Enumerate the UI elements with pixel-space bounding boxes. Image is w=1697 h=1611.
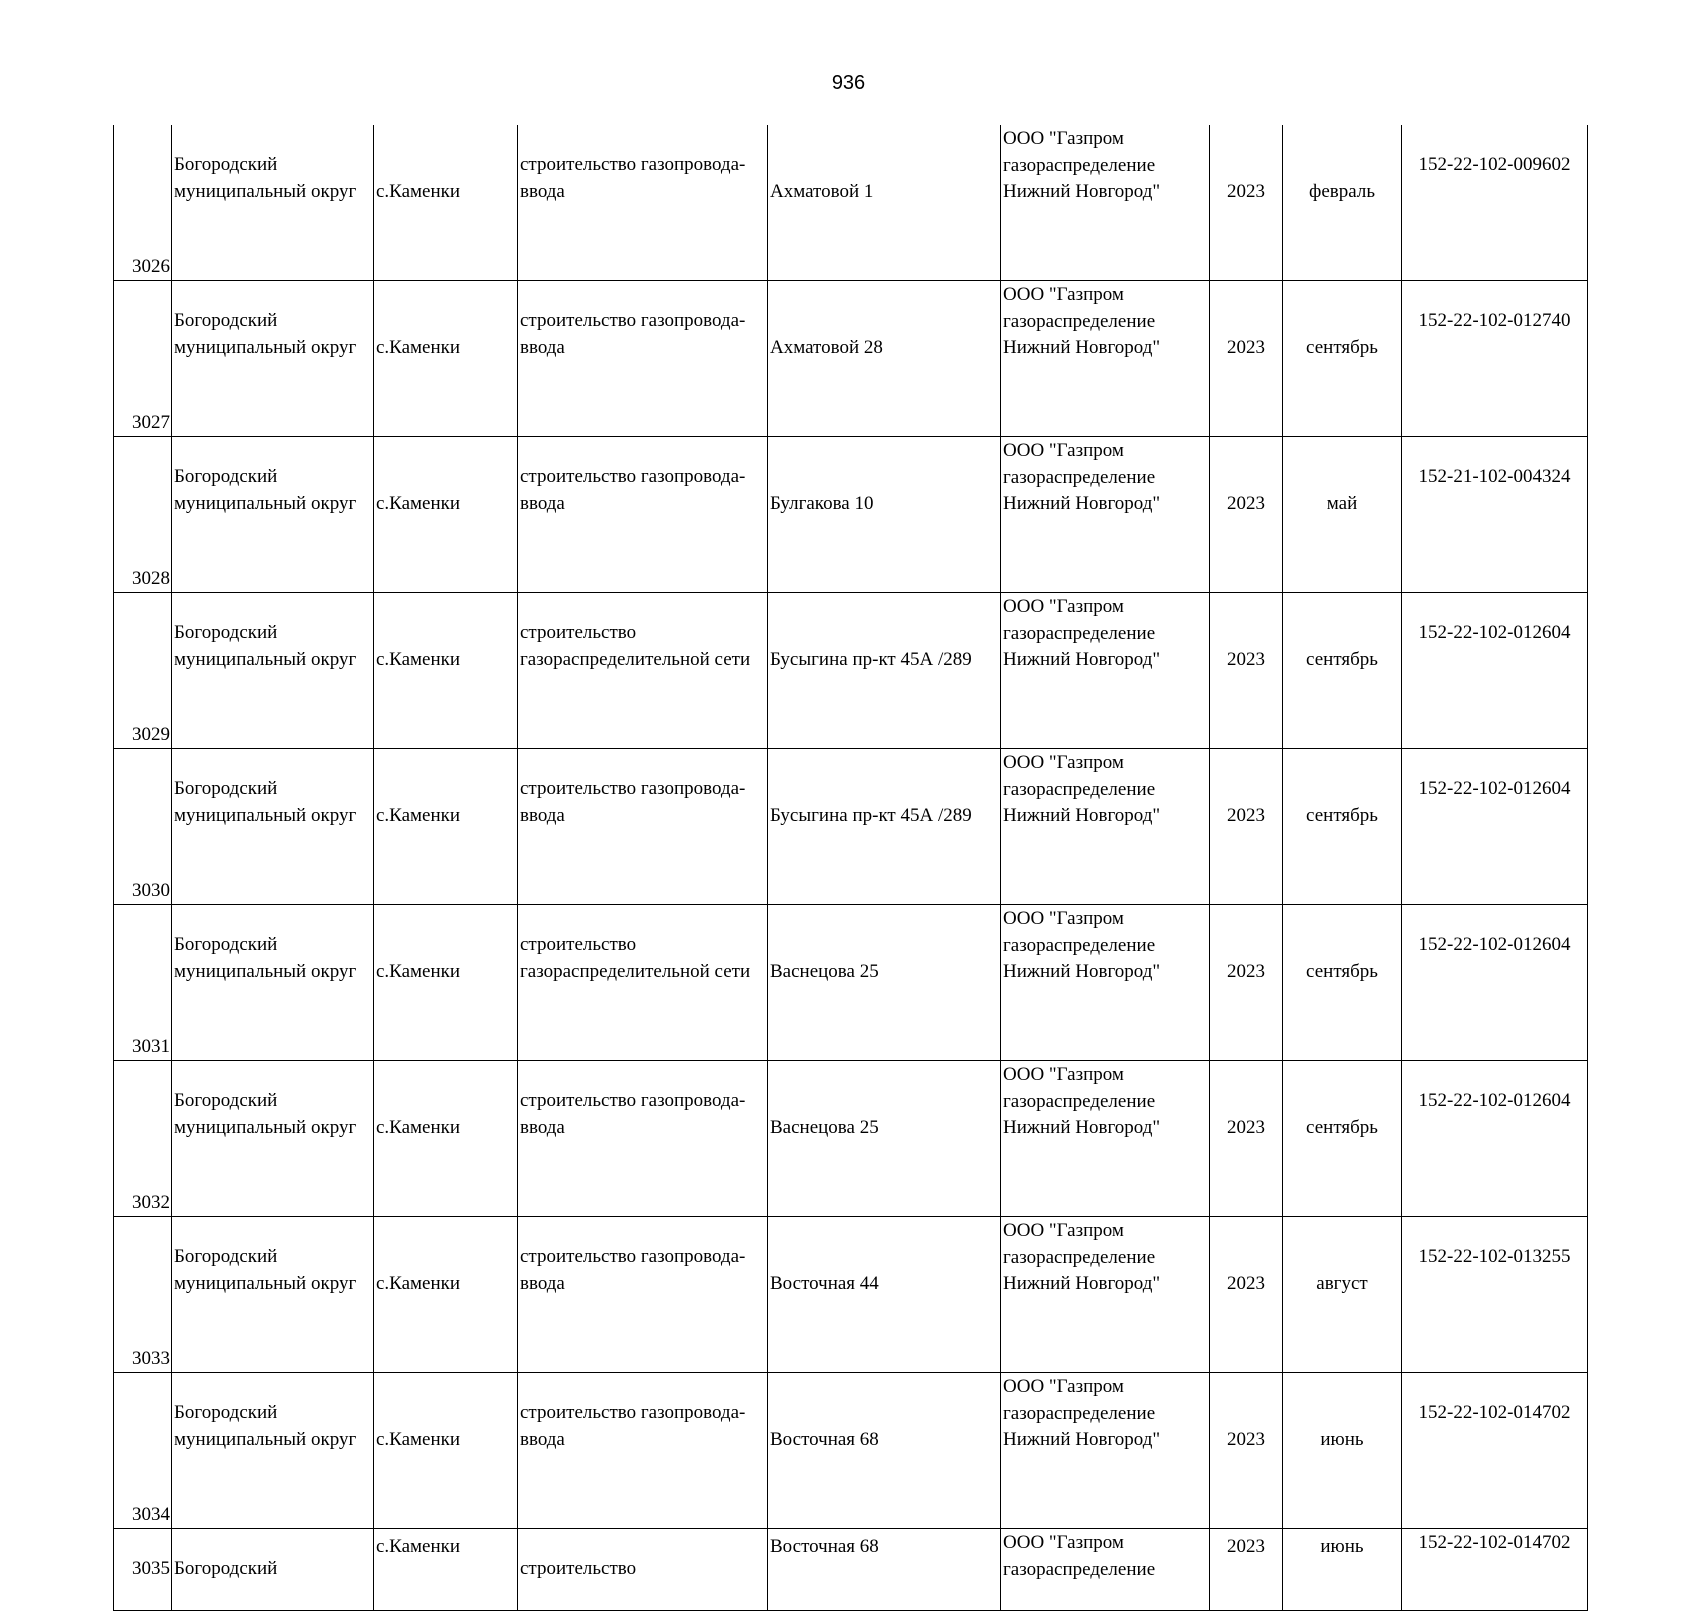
district-cell [172,593,374,749]
table-row [114,593,1588,749]
district-cell-line: Богородский [174,154,278,175]
work-type-cell [518,1217,768,1373]
address-cell: Восточная 44 [768,1217,1001,1373]
code-cell: 152-22-102-014702 [1402,1373,1588,1529]
work-type-cell-line: строительство [520,934,637,955]
address-cell: Восточная 68 [768,1529,1001,1611]
organization-cell [1001,281,1210,437]
address-cell: Ахматовой 28 [768,281,1001,437]
address-cell: Бусыгина пр-кт 45А /289 [768,593,1001,749]
organization-cell-line: Нижний Новгород" [1003,493,1161,514]
work-type-cell [518,593,768,749]
organization-cell-line: газораспределение [1003,1246,1156,1268]
row-number: 3033 [114,1217,172,1373]
work-type-cell-line: ввода [520,336,565,358]
year-cell: 2023 [1210,1061,1283,1217]
district-cell-line: муниципальный округ [174,804,357,826]
district-cell-line: Богородский [174,1558,278,1579]
district-cell-line: муниципальный округ [174,1428,357,1450]
code-cell: 152-22-102-013255 [1402,1217,1588,1373]
work-type-cell [518,749,768,905]
code-cell: 152-22-102-012740 [1402,281,1588,437]
work-type-cell-line: ввода [520,804,565,826]
organization-cell [1001,905,1210,1061]
district-cell [172,749,374,905]
organization-cell-line: газораспределение [1003,778,1156,800]
organization-cell-line: Нижний Новгород" [1003,649,1161,670]
organization-cell-line: ООО "Газпром [1003,1376,1124,1397]
village-cell: с.Каменки [374,281,518,437]
month-cell: сентябрь [1283,593,1402,749]
work-type-cell-line: ввода [520,1116,565,1138]
month-cell: июнь [1283,1529,1402,1611]
district-cell-line: муниципальный округ [174,1272,357,1294]
district-cell-line: Богородский [174,310,278,331]
work-type-cell-line: строительство газопровода- [520,466,746,487]
table-row [114,1373,1588,1529]
work-type-cell-line: строительство газопровода- [520,1246,746,1267]
organization-cell-line: ООО "Газпром [1003,752,1124,773]
village-cell: с.Каменки [374,1373,518,1529]
year-cell: 2023 [1210,437,1283,593]
address-cell: Васнецова 25 [768,1061,1001,1217]
month-cell: июнь [1283,1373,1402,1529]
table-row [114,1529,1588,1611]
district-cell-line: Богородский [174,934,278,955]
table-row [114,281,1588,437]
work-type-cell [518,1529,768,1611]
month-cell: май [1283,437,1402,593]
work-type-cell-line: ввода [520,1272,565,1294]
district-cell [172,1373,374,1529]
code-cell: 152-22-102-012604 [1402,905,1588,1061]
organization-cell-line: ООО "Газпром [1003,1532,1124,1553]
organization-cell [1001,1061,1210,1217]
district-cell-line: муниципальный округ [174,648,357,670]
district-cell-line: Богородский [174,466,278,487]
organization-cell-line: газораспределение [1003,1402,1156,1424]
organization-cell [1001,1373,1210,1529]
address-cell: Ахматовой 1 [768,125,1001,281]
year-cell: 2023 [1210,1373,1283,1529]
gas-works-table [113,125,1588,1611]
page-number: 936 [831,72,866,94]
year-cell: 2023 [1210,1217,1283,1373]
work-type-cell-line: строительство [520,1558,637,1579]
organization-cell-line: газораспределение [1003,934,1156,956]
code-cell: 152-22-102-014702 [1402,1529,1588,1611]
organization-cell-line: ООО "Газпром [1003,128,1124,149]
row-number: 3028 [114,437,172,593]
district-cell-line: Богородский [174,1246,278,1267]
year-cell: 2023 [1210,125,1283,281]
table-row [114,905,1588,1061]
work-type-cell-line: ввода [520,180,565,202]
district-cell-line: Богородский [174,1402,278,1423]
row-number: 3029 [114,593,172,749]
work-type-cell [518,125,768,281]
row-number: 3034 [114,1373,172,1529]
district-cell-line: муниципальный округ [174,336,357,358]
table-row [114,749,1588,905]
table-row [114,125,1588,281]
code-cell: 152-22-102-012604 [1402,593,1588,749]
row-number: 3031 [114,905,172,1061]
table-row [114,1061,1588,1217]
organization-cell-line: газораспределение [1003,1558,1156,1580]
organization-cell-line: ООО "Газпром [1003,440,1124,461]
organization-cell-line: Нижний Новгород" [1003,1117,1161,1138]
month-cell: сентябрь [1283,1061,1402,1217]
row-number: 3032 [114,1061,172,1217]
organization-cell-line: ООО "Газпром [1003,284,1124,305]
organization-cell [1001,749,1210,905]
work-type-cell [518,905,768,1061]
organization-cell-line: газораспределение [1003,466,1156,488]
village-cell: с.Каменки [374,1061,518,1217]
organization-cell-line: газораспределение [1003,310,1156,332]
code-cell: 152-22-102-009602 [1402,125,1588,281]
district-cell-line: Богородский [174,1090,278,1111]
village-cell: с.Каменки [374,437,518,593]
work-type-cell-line: строительство [520,622,637,643]
work-type-cell-line: ввода [520,492,565,514]
year-cell: 2023 [1210,281,1283,437]
work-type-cell [518,281,768,437]
organization-cell-line: газораспределение [1003,1090,1156,1112]
district-cell [172,1217,374,1373]
work-type-cell-line: строительство газопровода- [520,1090,746,1111]
work-type-cell-line: строительство газопровода- [520,154,746,175]
village-cell: с.Каменки [374,749,518,905]
address-cell: Васнецова 25 [768,905,1001,1061]
year-cell: 2023 [1210,1529,1283,1611]
work-type-cell-line: строительство газопровода- [520,310,746,331]
work-type-cell-line: строительство газопровода- [520,1402,746,1423]
row-number: 3026 [114,125,172,281]
district-cell [172,1061,374,1217]
organization-cell-line: Нижний Новгород" [1003,337,1161,358]
month-cell: август [1283,1217,1402,1373]
district-cell [172,437,374,593]
district-cell [172,905,374,1061]
organization-cell-line: Нижний Новгород" [1003,961,1161,982]
village-cell: с.Каменки [374,593,518,749]
organization-cell-line: Нижний Новгород" [1003,1273,1161,1294]
organization-cell-line: Нижний Новгород" [1003,181,1161,202]
district-cell-line: муниципальный округ [174,1116,357,1138]
year-cell: 2023 [1210,749,1283,905]
district-cell-line: Богородский [174,622,278,643]
code-cell: 152-22-102-012604 [1402,749,1588,905]
organization-cell-line: Нижний Новгород" [1003,1429,1161,1450]
row-number: 3035 [114,1529,172,1611]
year-cell: 2023 [1210,593,1283,749]
work-type-cell-line: строительство газопровода- [520,778,746,799]
village-cell: с.Каменки [374,905,518,1061]
address-cell: Булгакова 10 [768,437,1001,593]
row-number: 3030 [114,749,172,905]
organization-cell [1001,1217,1210,1373]
village-cell: с.Каменки [374,1217,518,1373]
work-type-cell [518,1061,768,1217]
organization-cell-line: ООО "Газпром [1003,1064,1124,1085]
code-cell: 152-22-102-012604 [1402,1061,1588,1217]
district-cell-line: муниципальный округ [174,492,357,514]
code-cell: 152-21-102-004324 [1402,437,1588,593]
work-type-cell [518,437,768,593]
work-type-cell-line: газораспределительной сети [520,960,751,982]
district-cell-line: Богородский [174,778,278,799]
organization-cell-line: ООО "Газпром [1003,908,1124,929]
work-type-cell-line: газораспределительной сети [520,648,751,670]
organization-cell-line: Нижний Новгород" [1003,805,1161,826]
district-cell-line: муниципальный округ [174,960,357,982]
month-cell: сентябрь [1283,749,1402,905]
address-cell: Бусыгина пр-кт 45А /289 [768,749,1001,905]
organization-cell-line: газораспределение [1003,154,1156,176]
address-cell: Восточная 68 [768,1373,1001,1529]
district-cell [172,281,374,437]
organization-cell [1001,593,1210,749]
row-number: 3027 [114,281,172,437]
organization-cell-line: ООО "Газпром [1003,596,1124,617]
organization-cell-line: ООО "Газпром [1003,1220,1124,1241]
month-cell: сентябрь [1283,281,1402,437]
work-type-cell-line: ввода [520,1428,565,1450]
organization-cell [1001,437,1210,593]
village-cell: с.Каменки [374,125,518,281]
table-row [114,437,1588,593]
table-body [114,125,1588,1611]
organization-cell [1001,1529,1210,1611]
district-cell [172,125,374,281]
organization-cell [1001,125,1210,281]
village-cell: с.Каменки [374,1529,518,1611]
table-row [114,1217,1588,1373]
district-cell-line: муниципальный округ [174,180,357,202]
work-type-cell [518,1373,768,1529]
district-cell [172,1529,374,1611]
month-cell: февраль [1283,125,1402,281]
month-cell: сентябрь [1283,905,1402,1061]
organization-cell-line: газораспределение [1003,622,1156,644]
year-cell: 2023 [1210,905,1283,1061]
